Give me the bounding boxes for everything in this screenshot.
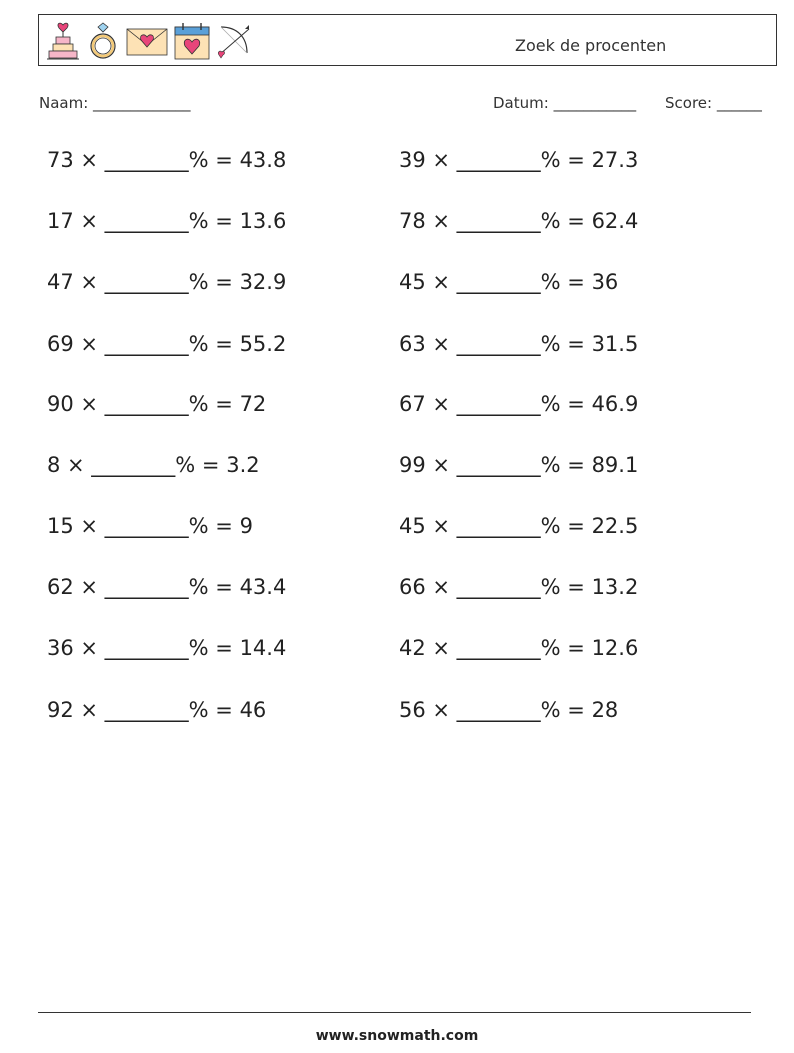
problem-right-9: 42 × ________% = 12.6 [399, 636, 639, 660]
problem-right-2: 78 × ________% = 62.4 [399, 209, 639, 233]
problem-left-4: 69 × ________% = 55.2 [47, 332, 287, 356]
problem-right-5: 67 × ________% = 46.9 [399, 392, 639, 416]
problem-left-3: 47 × ________% = 32.9 [47, 270, 287, 294]
date-field: Datum: ___________ [493, 94, 637, 112]
problem-left-6: 8 × ________% = 3.2 [47, 453, 260, 477]
worksheet-title: Zoek de procenten [515, 36, 667, 55]
footer-url[interactable]: www.snowmath.com [315, 1028, 479, 1044]
problem-left-5: 90 × ________% = 72 [47, 392, 267, 416]
name-field: Naam: _____________ [39, 94, 191, 112]
problem-left-9: 36 × ________% = 14.4 [47, 636, 287, 660]
love-letter-icon [125, 21, 169, 61]
cake-icon [45, 21, 81, 61]
problem-right-7: 45 × ________% = 22.5 [399, 514, 639, 538]
problem-right-10: 56 × ________% = 28 [399, 698, 619, 722]
worksheet-header [38, 14, 777, 66]
problem-left-1: 73 × ________% = 43.8 [47, 148, 287, 172]
heart-calendar-icon [173, 21, 211, 61]
problem-left-7: 15 × ________% = 9 [47, 514, 253, 538]
problem-right-6: 99 × ________% = 89.1 [399, 453, 639, 477]
ring-icon [85, 21, 121, 61]
problem-left-8: 62 × ________% = 43.4 [47, 575, 287, 599]
problem-right-8: 66 × ________% = 13.2 [399, 575, 639, 599]
problem-left-2: 17 × ________% = 13.6 [47, 209, 287, 233]
problem-right-3: 45 × ________% = 36 [399, 270, 619, 294]
score-field: Score: ______ [665, 94, 762, 112]
footer-divider [38, 1012, 751, 1013]
problem-right-1: 39 × ________% = 27.3 [399, 148, 639, 172]
cupid-bow-arrow-icon [215, 21, 255, 61]
header-icons [45, 21, 255, 61]
problem-right-4: 63 × ________% = 31.5 [399, 332, 639, 356]
problem-left-10: 92 × ________% = 46 [47, 698, 267, 722]
